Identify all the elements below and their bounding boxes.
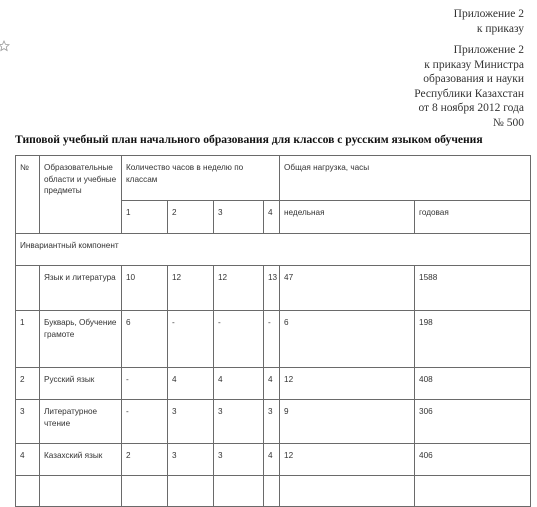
- curriculum-table: [15, 155, 531, 507]
- header-subjects: Образовательные области и учебные предметы: [40, 156, 122, 234]
- annex-line: Республики Казахстан: [414, 87, 524, 100]
- annex-line: от 8 ноября 2012 года: [418, 102, 524, 114]
- cell-grade-1: -: [122, 400, 168, 444]
- cell-grade-4: 4: [264, 368, 280, 400]
- cell-weekly: 9: [280, 400, 415, 444]
- cell-num: 3: [16, 400, 40, 444]
- bookmark-star-icon[interactable]: [0, 40, 10, 52]
- cell-annual: 1588: [415, 266, 531, 311]
- cell-grade-2: 4: [168, 368, 214, 400]
- table-row: [16, 266, 531, 311]
- annex-line: образования и науки: [423, 73, 524, 85]
- annex-line: № 500: [492, 116, 524, 129]
- cell-grade-1: 2: [122, 444, 168, 476]
- cell-annual: 406: [415, 444, 531, 476]
- cell-grade-3: 12: [214, 266, 264, 311]
- header-total-load: Общая нагрузка, часы: [280, 156, 531, 201]
- annex-reference-full: [414, 43, 524, 130]
- cell-weekly: 6: [280, 311, 415, 368]
- cell-grade-2: 3: [168, 444, 214, 476]
- cell-annual: 306: [415, 400, 531, 444]
- cell-num: 4: [16, 444, 40, 476]
- cell-grade-4: 13: [264, 266, 280, 311]
- cell-grade-2: -: [168, 311, 214, 368]
- cell-grade-1: -: [122, 368, 168, 400]
- cell-annual: 408: [415, 368, 531, 400]
- table-row-partial: [16, 476, 531, 507]
- annex-line: Приложение 2: [453, 44, 524, 56]
- cell-grade-4: 4: [264, 444, 280, 476]
- cell-grade-3: 4: [214, 368, 264, 400]
- cell-grade-2: 12: [168, 266, 214, 311]
- cell-subject: Литературное чтение: [40, 400, 122, 444]
- cell-subject: Русский язык: [40, 368, 122, 400]
- table-row: [16, 368, 531, 400]
- table-header-row: [16, 156, 531, 201]
- header-grade: 3: [214, 201, 264, 234]
- cell-num: 2: [16, 368, 40, 400]
- cell-subject: Язык и литература: [40, 266, 122, 311]
- cell-grade-3: 3: [214, 444, 264, 476]
- cell-subject: Казахский язык: [40, 444, 122, 476]
- cell-grade-1: 6: [122, 311, 168, 368]
- header-grade: 2: [168, 201, 214, 234]
- document-title: Типовой учебный план начального образования для классов с русским языком обучения: [15, 133, 483, 146]
- cell-weekly: 12: [280, 444, 415, 476]
- cell-grade-3: 3: [214, 400, 264, 444]
- cell-weekly: 47: [280, 266, 415, 311]
- cell-num: 1: [16, 311, 40, 368]
- cell-grade-1: 10: [122, 266, 168, 311]
- cell-grade-4: -: [264, 311, 280, 368]
- cell-weekly: 12: [280, 368, 415, 400]
- header-annual: годовая: [415, 201, 531, 234]
- header-num: №: [16, 156, 40, 234]
- section-label: Инвариантный компонент: [16, 234, 531, 266]
- cell-num: [16, 266, 40, 311]
- annex-line: к приказу: [476, 22, 524, 35]
- section-row: [16, 234, 531, 266]
- header-grade: 1: [122, 201, 168, 234]
- annex-reference-short: [454, 7, 524, 36]
- cell-grade-3: -: [214, 311, 264, 368]
- header-weekly: недельная: [280, 201, 415, 234]
- annex-line: к приказу Министра: [424, 58, 524, 71]
- cell-annual: 198: [415, 311, 531, 368]
- cell-subject: Букварь, Обучение грамоте: [40, 311, 122, 368]
- table-row: [16, 444, 531, 476]
- header-weekly-hours: Количество часов в неделю по классам: [122, 156, 280, 201]
- table-row: [16, 311, 531, 368]
- cell-grade-2: 3: [168, 400, 214, 444]
- table-row: [16, 400, 531, 444]
- annex-line: Приложение 2: [453, 8, 524, 20]
- header-grade: 4: [264, 201, 280, 234]
- cell-grade-4: 3: [264, 400, 280, 444]
